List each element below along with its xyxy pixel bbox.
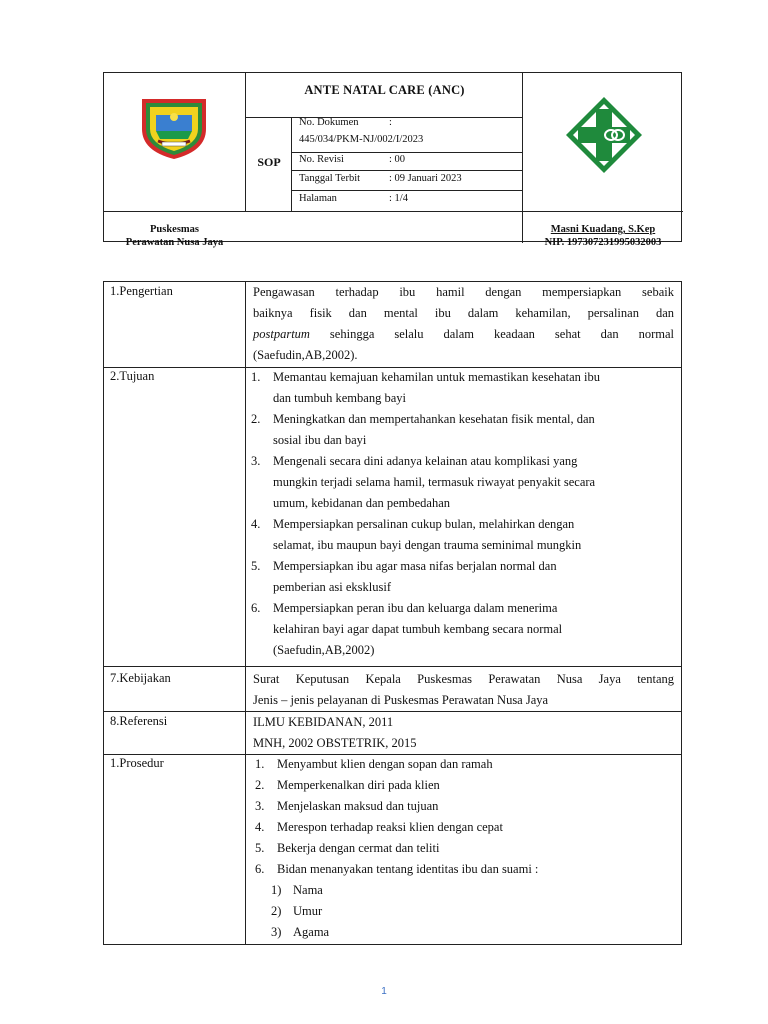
list-item-number: 5. <box>255 841 265 855</box>
signer-name: Masni Kuadang, S.Kep <box>550 224 656 235</box>
list-item-line: pemberian asi eksklusif <box>273 580 392 594</box>
list-item-line: mungkin terjadi selama hamil, termasuk riwayat penyakit secara <box>273 475 596 489</box>
tujuan-list <box>251 367 679 661</box>
list-item-number: 2. <box>251 412 261 426</box>
pengertian-line: (Saefudin,AB,2002). <box>253 348 358 362</box>
pengertian-line: Pengawasan terhadap ibu hamil dengan mempersiapkan sebaik <box>253 285 674 299</box>
list-item <box>251 367 679 409</box>
doc-number-separator: : <box>389 117 392 128</box>
list-item-text: Bidan menanyakan tentang identitas ibu dan suami : <box>277 862 539 876</box>
section-label-kebijakan: 7.Kebijakan <box>110 671 171 685</box>
document-title: ANTE NATAL CARE (ANC) <box>304 83 465 97</box>
signer-block <box>523 223 683 249</box>
doc-number-value: 445/034/PKM-NJ/002/I/2023 <box>299 134 424 145</box>
list-item-number: 4. <box>255 820 265 834</box>
list-item-line: Mempersiapkan ibu agar masa nifas berjalan normal dan <box>273 559 557 573</box>
pengertian-line <box>253 324 674 345</box>
list-item-number: 2) <box>271 904 282 918</box>
kebijakan-text <box>253 669 674 711</box>
pengertian-italic-term: postpartum <box>253 327 310 341</box>
list-item-line: selamat, ibu maupun bayi dengan trauma seminimal mungkin <box>273 538 582 552</box>
signer-nip: NIP. 197307231995032003 <box>544 237 662 248</box>
list-item-line: Mempersiapkan persalinan cukup bulan, melahirkan dengan <box>273 517 575 531</box>
list-item-text: Nama <box>293 883 323 897</box>
prosedur-sublist <box>271 880 571 943</box>
list-item-number: 3. <box>255 799 265 813</box>
pengertian-text <box>253 282 674 366</box>
list-item-number: 5. <box>251 559 261 573</box>
doc-number-label: No. Dokumen <box>299 117 359 128</box>
organization-line-1: Puskesmas <box>149 224 199 235</box>
list-item-text: Merespon terhadap reaksi klien dengan cepat <box>277 820 503 834</box>
list-item-number: 1. <box>251 370 261 384</box>
list-item <box>255 817 675 838</box>
list-item <box>251 598 679 661</box>
revision-label: No. Revisi <box>299 154 344 165</box>
list-item-number: 6. <box>255 862 265 876</box>
list-item-number: 2. <box>255 778 265 792</box>
referensi-line: ILMU KEBIDANAN, 2011 <box>253 715 394 729</box>
list-item-number: 1) <box>271 883 282 897</box>
list-item-number: 4. <box>251 517 261 531</box>
page-value: : 1/4 <box>389 193 408 204</box>
puskesmas-cross-logo-icon <box>562 95 646 175</box>
list-item-text: Bekerja dengan cermat dan teliti <box>277 841 440 855</box>
section-label-referensi: 8.Referensi <box>110 714 168 728</box>
sop-content-table <box>103 281 682 945</box>
pengertian-line-rest: sehingga selalu dalam keadaan sehat dan normal <box>309 327 674 341</box>
list-item-line: Meningkatkan dan mempertahankan kesehatan fisik mental, dan <box>273 412 595 426</box>
list-item-text: Memperkenalkan diri pada klien <box>277 778 440 792</box>
organization-name <box>104 223 245 249</box>
regional-emblem-icon <box>134 95 214 161</box>
list-item-text: Menjelaskan maksud dan tujuan <box>277 799 439 813</box>
page-number: 1 <box>381 986 387 997</box>
issue-date-label: Tanggal Terbit <box>299 173 361 184</box>
list-item <box>271 922 571 943</box>
list-item-text: Umur <box>293 904 323 918</box>
list-item <box>271 901 571 922</box>
list-item-line: dan tumbuh kembang bayi <box>273 391 406 405</box>
list-item <box>255 859 675 880</box>
list-item <box>271 880 571 901</box>
section-label-tujuan: 2.Tujuan <box>110 369 155 383</box>
revision-value: : 00 <box>389 154 406 165</box>
list-item-line: Mempersiapkan peran ibu dan keluarga dalam menerima <box>273 601 558 615</box>
pengertian-line: baiknya fisik dan mental ibu dalam kehamilan, persalinan dan <box>253 306 674 320</box>
list-item-line: sosial ibu dan bayi <box>273 433 367 447</box>
list-item-number: 6. <box>251 601 261 615</box>
list-item-number: 3) <box>271 925 282 939</box>
list-item-line: kelahiran bayi agar dapat tumbuh kembang secara normal <box>273 622 563 636</box>
kebijakan-line: Surat Keputusan Kepala Puskesmas Perawatan Nusa Jaya tentang <box>253 672 674 686</box>
list-item-line: Memantau kemajuan kehamilan untuk memastikan kesehatan ibu <box>273 370 600 384</box>
referensi-line: MNH, 2002 OBSTETRIK, 2015 <box>253 736 417 750</box>
issue-date-value: : 09 Januari 2023 <box>389 173 462 184</box>
list-item <box>251 514 679 556</box>
list-item <box>255 775 675 796</box>
page-label: Halaman <box>299 193 337 204</box>
list-item-text: Agama <box>293 925 330 939</box>
kebijakan-line: Jenis – jenis pelayanan di Puskesmas Perawatan Nusa Jaya <box>253 693 549 707</box>
list-item <box>251 556 679 598</box>
list-item-number: 3. <box>251 454 261 468</box>
sop-label: SOP <box>257 155 281 169</box>
list-item-number: 1. <box>255 757 265 771</box>
section-label-pengertian: 1.Pengertian <box>110 284 173 298</box>
list-item-line: umum, kebidanan dan pembedahan <box>273 496 451 510</box>
list-item <box>255 754 675 775</box>
referensi-text <box>253 712 417 754</box>
prosedur-list <box>255 754 675 880</box>
list-item-line: Mengenali secara dini adanya kelainan atau komplikasi yang <box>273 454 578 468</box>
organization-line-2: Perawatan Nusa Jaya <box>125 237 224 248</box>
list-item <box>255 838 675 859</box>
list-item <box>255 796 675 817</box>
list-item-line: (Saefudin,AB,2002) <box>273 643 375 657</box>
sop-header-table <box>103 72 682 248</box>
list-item <box>251 451 679 514</box>
section-label-prosedur: 1.Prosedur <box>110 756 164 770</box>
list-item-text: Menyambut klien dengan sopan dan ramah <box>277 757 493 771</box>
list-item <box>251 409 679 451</box>
